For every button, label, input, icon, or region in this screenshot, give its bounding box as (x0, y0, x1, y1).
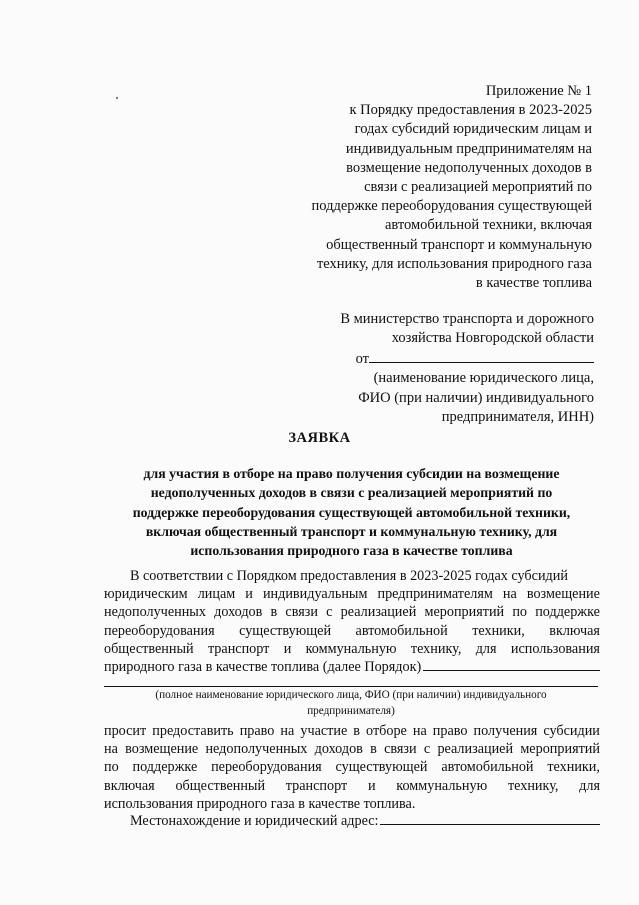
word: на (412, 723, 427, 739)
word: доходов (214, 604, 263, 621)
word: общественный (175, 777, 266, 794)
hint-line: (полное наименование юридического лица, ФИО (при наличии) индивидуального (155, 689, 547, 701)
word: связи (384, 741, 417, 758)
word: техники, (472, 622, 525, 639)
from-label: от (355, 350, 369, 367)
word: на (280, 723, 295, 739)
word: поддержке (132, 759, 198, 776)
word: мероприятий (520, 741, 600, 758)
word: автомобильной (441, 759, 534, 776)
document-subtitle (100, 464, 603, 560)
appendix-line: годах субсидий юридическим лицам и (354, 121, 592, 138)
word: поддержке (535, 604, 600, 621)
word: по (104, 759, 119, 776)
word: доходов (314, 741, 363, 758)
applicant-name-field[interactable] (369, 349, 594, 363)
word: и (283, 640, 292, 657)
address-field[interactable] (380, 812, 600, 825)
address-row (104, 812, 600, 830)
appendix-line: возмещение недополученных доходов в (346, 159, 592, 176)
paragraph-line (104, 722, 600, 740)
word: транспорт (285, 777, 348, 794)
word: получения (473, 723, 538, 739)
subtitle-line: включая общественный транспорт и коммунальную технику, для (145, 523, 558, 539)
appendix-line: в качестве топлива (475, 275, 592, 292)
appendix-line: к Порядку предоставления в 2023-2025 (349, 102, 592, 119)
word: юридическим (104, 586, 188, 603)
word: в (270, 604, 278, 621)
paragraph-text: использования природного газа в качестве топлива. (104, 795, 416, 812)
appendix-line: Приложение № 1 (485, 83, 592, 99)
word: право (432, 723, 468, 739)
addressee-line: В министерство транспорта и дорожного (340, 311, 594, 327)
paragraph-line (104, 740, 600, 758)
word: мероприятий (424, 604, 505, 621)
word: включая (549, 622, 600, 639)
word: технику, (410, 640, 462, 657)
document-title: ЗАЯВКА (288, 430, 351, 446)
subtitle-line: недополученных доходов в связи с реализацией мероприятий по (150, 485, 553, 501)
hint-line: предпринимателя) (307, 705, 395, 717)
word: предпринимателям (377, 586, 493, 603)
word: коммунальную (305, 640, 397, 657)
word: на (502, 586, 517, 603)
word: в (353, 723, 360, 739)
paragraph-line (104, 567, 600, 585)
word: реализацией (437, 741, 514, 758)
from-row (294, 349, 594, 369)
subtitle-line: использования природного газа в качестве топлива (190, 543, 513, 559)
word: и (367, 777, 376, 794)
paragraph-intro (104, 567, 600, 676)
addressee-hint: ФИО (при наличии) индивидуального (358, 389, 594, 406)
word: существующей (239, 622, 332, 639)
word: право (239, 723, 275, 739)
addressee-line: хозяйства Новгородской области (391, 330, 594, 347)
word: недополученных (104, 604, 206, 621)
appendix-line: поддержке переоборудования существующей (311, 198, 592, 215)
appendix-line: технику, для использования природного газа (316, 255, 592, 272)
address-label: Местонахождение и юридический адрес: (130, 813, 379, 829)
word: коммунальную (396, 777, 488, 794)
paragraph-text: В соответствии с Порядком предоставления в 2023-2025 годах субсидий (130, 568, 568, 584)
paragraph-line (104, 795, 600, 813)
word: субсидии (543, 723, 600, 739)
paragraph-line (104, 585, 600, 603)
word: общественный (104, 640, 194, 657)
word: просит (104, 723, 147, 739)
paragraph-text: природного газа в качестве топлива (далее Порядок) (104, 659, 422, 676)
subtitle-line: поддержке переоборудования существующей автомобильной техники, (132, 504, 571, 520)
word: с (326, 604, 333, 621)
word: в (370, 741, 377, 758)
paragraph-line (104, 640, 600, 658)
paragraph-line (104, 622, 600, 640)
paragraph-line (104, 603, 600, 621)
word: возмещение (526, 586, 600, 603)
word: индивидуальным (262, 586, 368, 603)
word: технику, (507, 777, 559, 794)
word: недополученных (205, 741, 308, 758)
word: возмещение (125, 741, 199, 758)
paragraph-request (104, 722, 600, 813)
word: участие (300, 723, 348, 739)
word: переоборудования (104, 622, 215, 639)
word: связи (285, 604, 318, 621)
word: переоборудования (211, 759, 322, 776)
addressee-hint: предпринимателя, ИНН) (441, 409, 594, 426)
paragraph-line (104, 777, 600, 795)
paragraph-line (104, 658, 600, 676)
word: и (245, 586, 253, 603)
appendix-header (292, 82, 592, 293)
word: использования (510, 640, 600, 657)
word: для (579, 777, 600, 794)
word: предоставить (152, 723, 234, 739)
word: с (423, 741, 431, 758)
addressee-block (294, 310, 594, 427)
word: существующей (335, 759, 428, 776)
subtitle-line: для участия в отборе на право получения субсидии на возмещение (143, 466, 560, 481)
word: по (512, 604, 528, 621)
order-fill-field[interactable] (423, 658, 600, 671)
name-field-hint (104, 687, 598, 719)
word: лицам (197, 586, 236, 603)
word: реализацией (340, 604, 417, 621)
word: транспорт (207, 640, 270, 657)
scan-speck (116, 97, 118, 99)
word: включая (104, 777, 155, 794)
word: техники, (547, 759, 600, 776)
appendix-line: общественный транспорт и коммунальную (326, 236, 592, 253)
appendix-line: связи с реализацией мероприятий по (364, 179, 592, 196)
word: автомобильной (355, 622, 448, 639)
word: отборе (366, 723, 407, 739)
paragraph-line (104, 758, 600, 776)
word: на (104, 741, 118, 758)
address-line (104, 812, 600, 830)
addressee-hint: (наименование юридического лица, (373, 370, 594, 387)
appendix-line: индивидуальным предпринимателям на (345, 140, 592, 157)
appendix-line: автомобильной техники, включая (384, 217, 592, 234)
word: для (475, 640, 497, 657)
